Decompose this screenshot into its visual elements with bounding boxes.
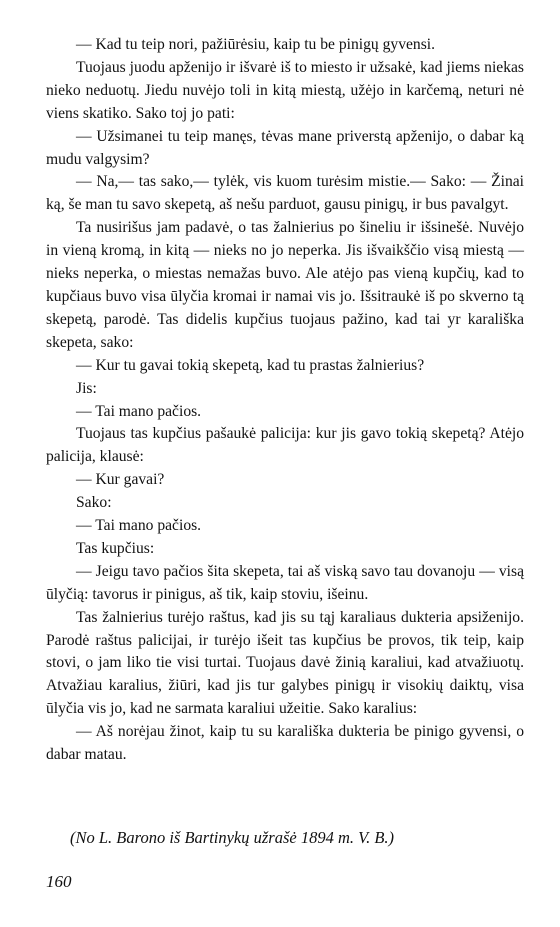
paragraph: — Užsimanei tu teip manęs, tėvas mane priverstą apženijo, o dabar ką mudu valgysim? bbox=[46, 127, 524, 168]
paragraph: Sako: bbox=[76, 494, 112, 512]
paragraph: Jis: bbox=[76, 379, 97, 397]
paragraph: — Kur gavai? bbox=[76, 471, 165, 489]
paragraph: Tuojaus juodu apženijo ir išvarė iš to miesto ir užsakė, kad jiems niekas nieko neduotų. Jiedu nuvėjo toli in kitą miestą, užėjo in karčemą, neturi nė viens skatiko. Sako toj jo pati: bbox=[46, 58, 524, 122]
paragraph: — Kad tu teip nori, pažiūrėsiu, kaip tu be pinigų gyvensi. bbox=[76, 36, 436, 53]
paragraph: Tuojaus tas kupčius pašaukė palicija: kur jis gavo tokią skepetą? Atėjo palicija, klausė: bbox=[46, 425, 524, 466]
source-note: (No L. Barono iš Bartinykų užrašė 1894 m. V. B.) bbox=[70, 828, 395, 847]
paragraph: — Jeigu tavo pačios šita skepeta, tai aš viską savo tau dovanoju — visą ūlyčią: tavorus ir pinigus, aš tik, kaip stoviu, išeinu. bbox=[46, 562, 524, 603]
paragraph: — Na,— tas sako,— tylėk, vis kuom turėsim mistie.— Sako: — Žinai ką, še man tu savo skepetą, aš nešu parduot, gausu pinigų, ir bus pavalgyt. bbox=[46, 173, 524, 214]
paragraph: Ta nusirišus jam padavė, o tas žalnierius po šineliu ir išsinešė. Nuvėjo in vieną kromą, in kitą — nieks no jo neperka. Jis išvaikščio visą miestą — nieks neperka, o miestas nemažas buvo. Ale atėjo pas vieną kupčių, kad to kupčiaus buvo visa ūlyčia kromai ir namai vis jo. Išsitraukė iš po skverno tą skepetą, parodė. Tas didelis kupčius tuojaus pažino, kad tai yr karališka skepeta, sako: bbox=[46, 219, 524, 351]
story-text bbox=[46, 34, 524, 767]
paragraph: — Kur tu gavai tokią skepetą, kad tu prastas žalnierius? bbox=[76, 356, 425, 374]
paragraph: — Tai mano pačios. bbox=[76, 402, 202, 420]
paragraph: — Aš norėjau žinot, kaip tu su karališka dukteria be pinigo gyvensi, o dabar matau. bbox=[46, 723, 524, 764]
paragraph: Tas kupčius: bbox=[76, 539, 155, 557]
page-number: 160 bbox=[46, 872, 72, 891]
paragraph: — Tai mano pačios. bbox=[76, 517, 202, 535]
paragraph: Tas žalnierius turėjo raštus, kad jis su tąj karaliaus dukteria apsiženijo. Parodė raštus palicijai, ir turėjo išeit tas kupčius be provos, tik teip, kaip stovi, o jam liko tie visi turtai. Tuojaus davė žinią karaliui, kad atvažiuotų. Atvažiau karalius, žiūri, kad jis tur galybes pinigų ir visokių daiktų, visa ūlyčia vis jo, kad ne sarmata karaliui užeitie. Sako karalius: bbox=[46, 608, 524, 718]
